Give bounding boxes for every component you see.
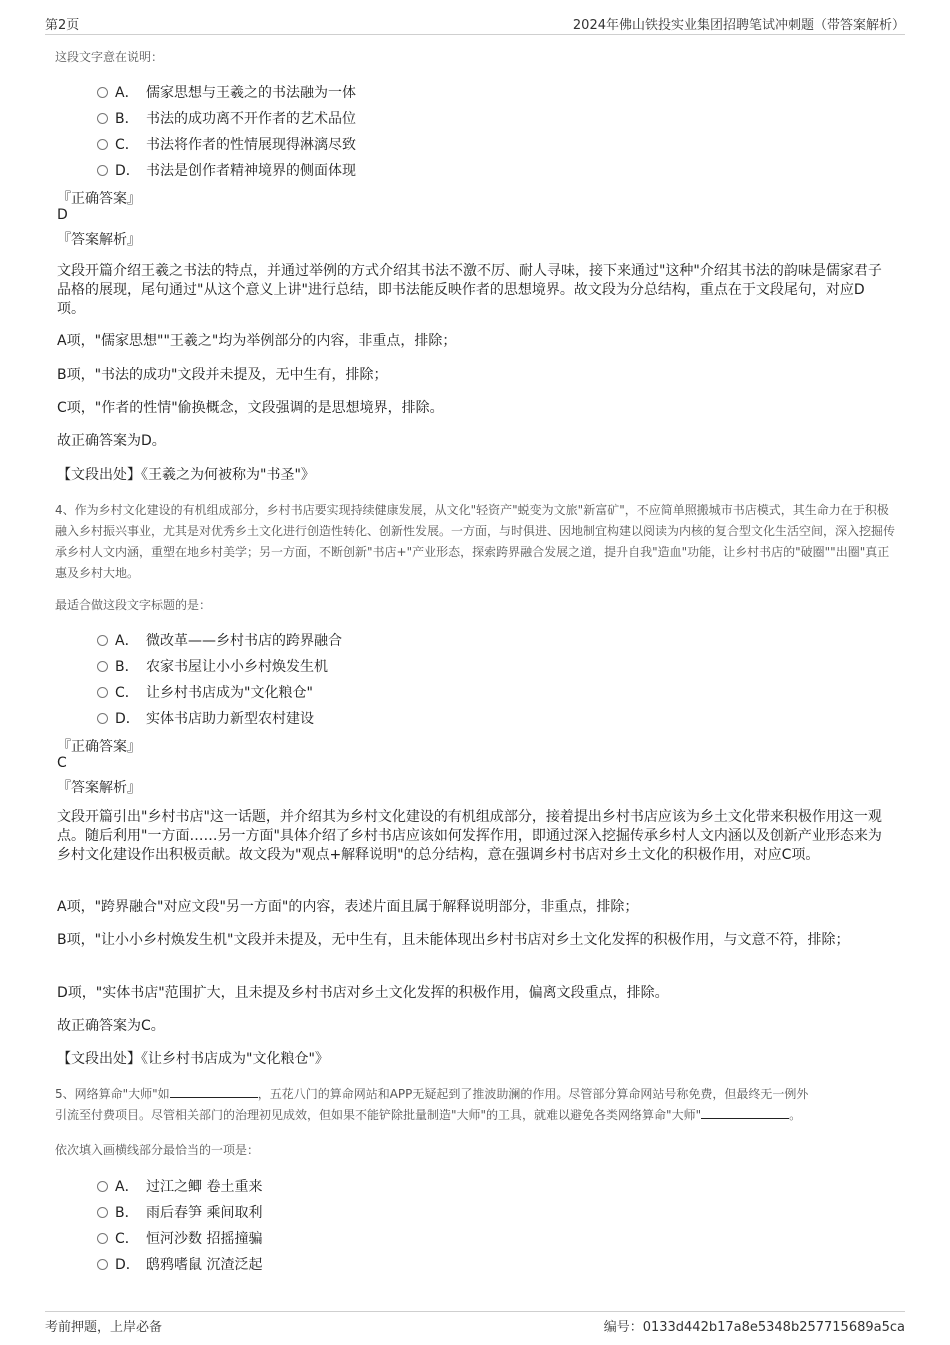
q4-option-b[interactable]: B． 农家书屋让小小乡村焕发生机 [97,656,328,676]
q3-answer-label: 『正确答案』 [57,191,141,207]
q5-option-c[interactable]: C． 恒河沙数 招摇撞骗 [97,1228,262,1248]
radio-icon[interactable] [97,1259,108,1270]
radio-icon[interactable] [97,713,108,724]
q4-analysis-a: A项，"跨界融合"对应文段"另一方面"的内容，表述片面且属于解释说明部分，非重点，排除； [57,899,639,915]
q3-answer: D [57,207,68,223]
q4-option-a[interactable]: A． 微改革——乡村书店的跨界融合 [97,630,342,650]
fill-blank-1[interactable] [170,1085,258,1098]
q3-option-a[interactable]: A． 儒家思想与王羲之的书法融为一体 [97,82,356,102]
radio-icon[interactable] [97,87,108,98]
q4-analysis-main: 文段开篇引出"乡村书店"这一话题，并介绍其为乡村文化建设的有机组成部分，接着提出乡村书店应该为乡土文化带来积极作用这一观点。随后利用"一方面……另一方面"具体介绍了乡村书店应该如何发挥作用，即通过深入挖掘传承乡村人文内涵以及创新产业形态来为乡村文化建设作出积极贡献。故文段为"观点+解释说明"的总分结构，意在强调乡村书店对乡土文化的积极作用，对应C项。 [57,809,882,863]
q3-option-b[interactable]: B． 书法的成功离不开作者的艺术品位 [97,108,356,128]
q3-conclusion: 故正确答案为D。 [57,433,166,449]
q3-prompt: 这段文字意在说明： [55,50,164,64]
q3-analysis-label: 『答案解析』 [57,232,141,248]
radio-icon[interactable] [97,1181,108,1192]
radio-icon[interactable] [97,165,108,176]
q4-option-d[interactable]: D． 实体书店助力新型农村建设 [97,708,314,728]
q3-analysis-main: 文段开篇介绍王羲之书法的特点，并通过举例的方式介绍其书法不激不厉、耐人寻味，接下来通过"这种"介绍其书法的韵味是儒家君子品格的展现，尾句通过"从这个意义上讲"进行总结，即书法能反映作者的思想境界。故文段为分总结构，重点在于文段尾句，对应D项。 [57,263,882,317]
q5-option-b[interactable]: B． 雨后春笋 乘间取利 [97,1202,262,1222]
q3-analysis-a: A项，"儒家思想""王羲之"均为举例部分的内容，非重点，排除； [57,333,457,349]
q3-option-d[interactable]: D． 书法是创作者精神境界的侧面体现 [97,160,356,180]
document-title: 2024年佛山铁投实业集团招聘笔试冲刺题（带答案解析） [572,18,905,33]
q4-conclusion: 故正确答案为C。 [57,1018,165,1034]
q5-option-d[interactable]: D． 鸱鸦嗜鼠 沉渣泛起 [97,1254,262,1274]
page-header [45,12,905,35]
radio-icon[interactable] [97,687,108,698]
radio-icon[interactable] [97,1207,108,1218]
q4-option-c[interactable]: C． 让乡村书店成为"文化粮仓" [97,682,313,702]
q5-passage: 5、网络算命"大师"如 ，五花八门的算命网站和APP无疑起到了推波助澜的作用。尽管部分算命网站号称免费，但最终无一例外 引流至付费项目。尽管相关部门的治理初见成效，但如果不能铲除批量制造"大师"的工具，就难以避免各类网络算命"大师" 。 [55,1087,809,1122]
page-number: 第2页 [45,18,80,33]
q4-analysis-label: 『答案解析』 [57,780,141,796]
q4-passage: 4、作为乡村文化建设的有机组成部分，乡村书店要实现持续健康发展，从文化"轻资产"蜕变为文旅"新富矿"，不应简单照搬城市书店模式，其生命力在于积极融入乡村振兴事业，尤其是对优秀乡土文化进行创造性转化、创新性发展。一方面，与时俱进、因地制宜构建以阅读为内核的复合型文化生活空间，深入挖掘传承乡村人文内涵，重塑在地乡村美学；另一方面，不断创新"书店+"产业形态，探索跨界融合发展之道，提升自我"造血"功能，让乡村书店的"破圈""出圈"真正惠及乡村大地。 [55,503,896,580]
q3-source: 【文段出处】《王羲之为何被称为"书圣"》 [57,467,315,483]
q4-source: 【文段出处】《让乡村书店成为"文化粮仓"》 [57,1051,329,1067]
footer-slogan: 考前押题，上岸必备 [45,1320,163,1335]
q3-option-c[interactable]: C． 书法将作者的性情展现得淋漓尽致 [97,134,356,154]
radio-icon[interactable] [97,635,108,646]
q4-answer-label: 『正确答案』 [57,739,141,755]
radio-icon[interactable] [97,1233,108,1244]
q3-analysis-b: B项，"书法的成功"文段并未提及，无中生有，排除； [57,367,388,383]
q3-analysis-c: C项，"作者的性情"偷换概念，文段强调的是思想境界，排除。 [57,400,444,416]
q4-analysis-d: D项，"实体书店"范围扩大，且未提及乡村书店对乡土文化发挥的积极作用，偏离文段重点，排除。 [57,985,669,1001]
q4-analysis-b: B项，"让小小乡村焕发生机"文段并未提及，无中生有，且未能体现出乡村书店对乡土文化发挥的积极作用，与文意不符，排除； [57,932,850,948]
q4-prompt: 最适合做这段文字标题的是： [55,598,212,612]
page-footer [45,1311,905,1336]
q5-option-a[interactable]: A． 过江之鲫 卷土重来 [97,1176,262,1196]
q5-prompt: 依次填入画横线部分最恰当的一项是： [55,1143,260,1157]
fill-blank-2[interactable] [701,1106,789,1119]
q4-answer: C [57,755,67,771]
document-id: 编号：0133d442b17a8e5348b257715689a5ca [603,1320,905,1335]
radio-icon[interactable] [97,661,108,672]
radio-icon[interactable] [97,113,108,124]
radio-icon[interactable] [97,139,108,150]
